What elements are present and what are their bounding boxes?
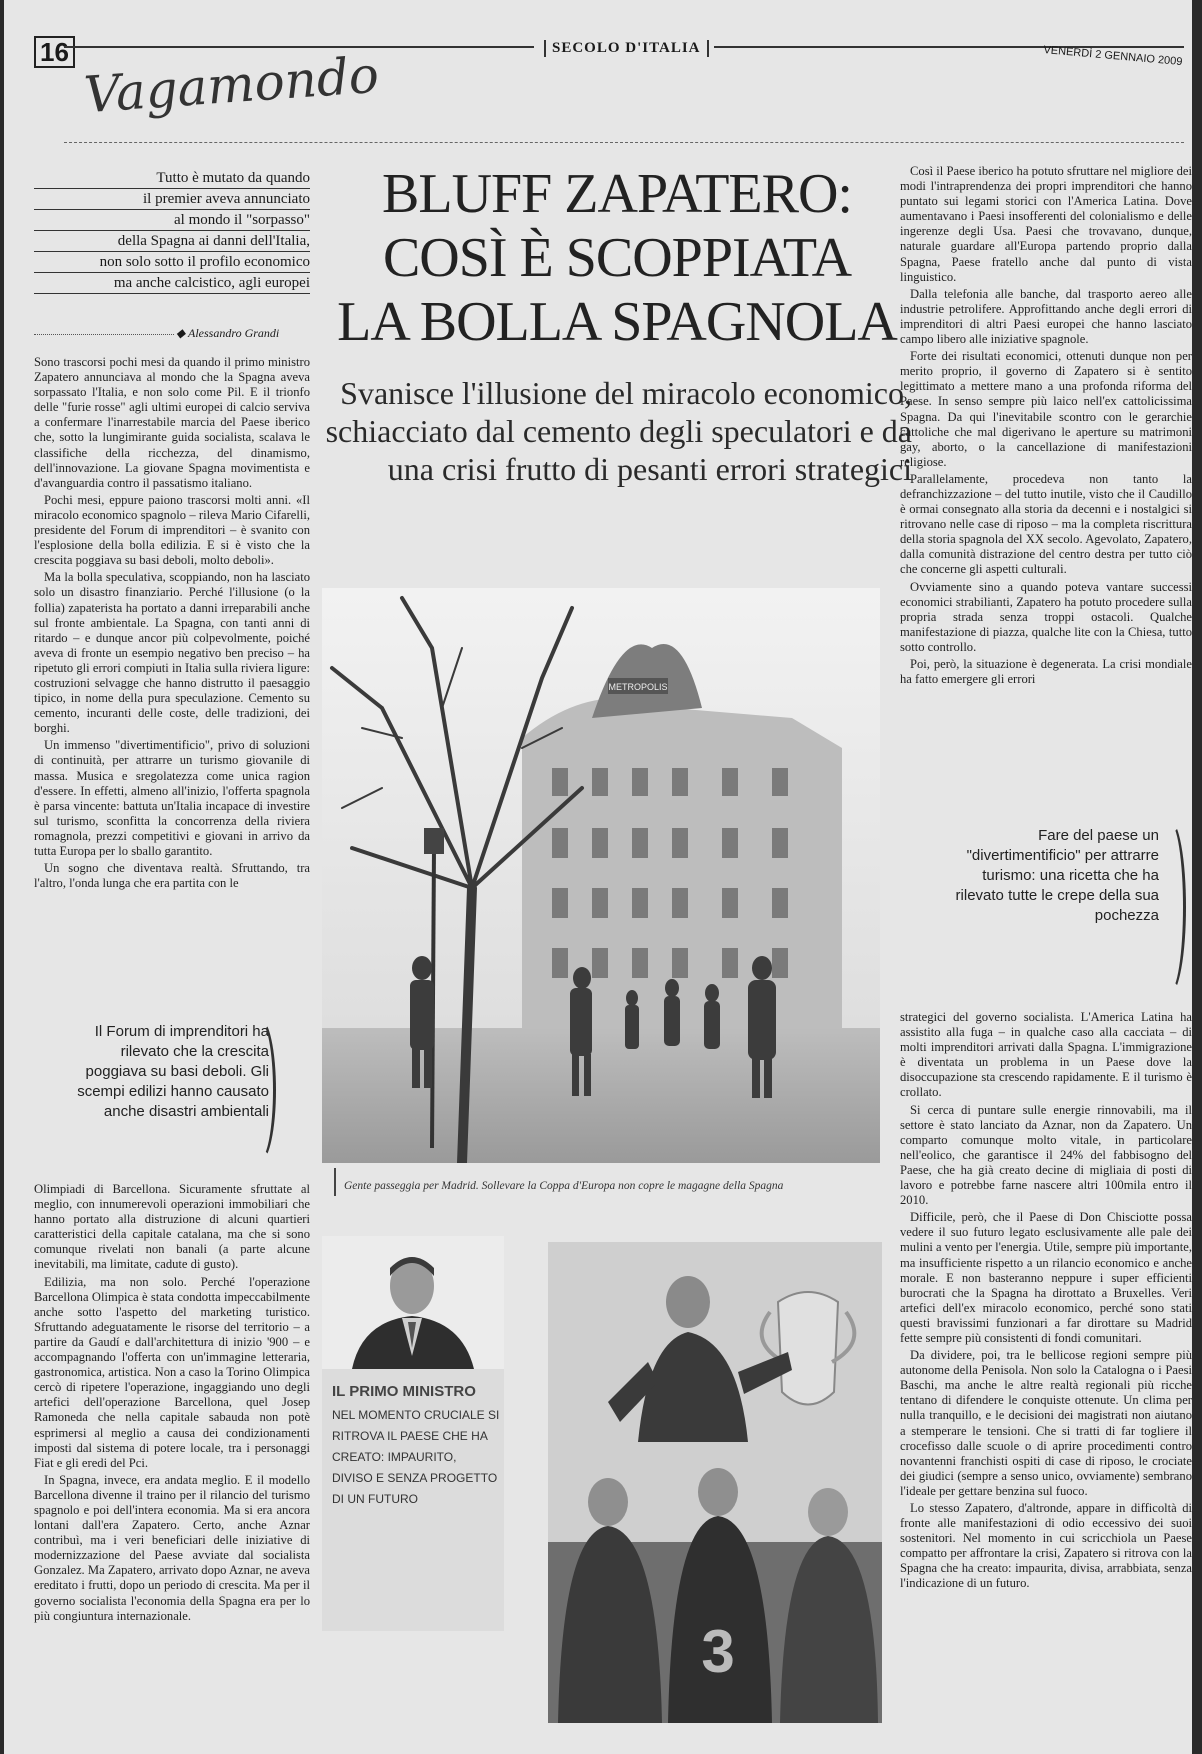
- paragraph: Un sogno che diventava realtà. Sfruttando, tra l'altro, l'onda lunga che era partita con le: [34, 861, 310, 891]
- minister-box: [322, 1369, 504, 1631]
- paragraph: Difficile, però, che il Paese di Don Chisciotte possa vedere il suo futuro legato esclusivamente alle pale dei mulini a vento per l'energia. Utile, sempre più importante, ma insufficiente rispetto a un rilancio economico e anche morale. E non basteranno neppure i super efficienti burocrati che la Spagna ha dirottato a Bruxelles. Veri artefici dell'ex miracolo economico, perché sono stati questi bravissimi funzionari a far dirottare su Madrid fette sempre più consistenti di fondi comunitari.: [900, 1210, 1192, 1345]
- byline: ◆ Alessandro Grandi: [176, 326, 280, 340]
- football-celebration-illustration: [548, 1242, 882, 1723]
- byline-author: Alessandro Grandi: [188, 326, 280, 340]
- kicker-line: ma anche calcistico, agli europei: [34, 273, 310, 294]
- paragraph: Lo stesso Zapatero, d'altronde, appare in difficoltà di fronte alle manifestazioni di odio eccessivo dei suoi sostenitori. Nel momento in cui scricchiola un Paese compatto per affrontare la crisi, Zapatero si ritrova con la Spagna che ha creato: impaurita, divisa, arrabbiata, senza l'indicazione di un futuro.: [900, 1501, 1192, 1591]
- madrid-street-photo: [322, 588, 880, 1163]
- pull-quote-left: Il Forum di imprenditori ha rilevato che la crescita poggiava su basi deboli. Gli scempi edilizi hanno causato anche disastri ambientali: [77, 1023, 269, 1120]
- paragraph: strategici del governo socialista. L'America Latina ha assistito alla fuga – in qualche caso alla cacciata – di molti imprenditori arrivati dalla Spagna. L'immigrazione è diventata un problema in un Paese dove la disoccupazione sta crescendo rapidamente. E il turismo è crollato.: [900, 1010, 1192, 1100]
- headline-line: BLUFF ZAPATERO:: [382, 163, 852, 225]
- paragraph: Olimpiadi di Barcellona. Sicuramente sfruttate al meglio, con innumerevoli operazioni immobiliari che hanno portato alla distruzione di alcuni quartieri caratteristici della capitale catalana, ma che si sono comunque rivelati non banali (a parte alcune inevitabili, ma limitate, cadute di gusto).: [34, 1182, 310, 1272]
- section-rule: [64, 142, 1184, 143]
- publication-name: SECOLO D'ITALIA: [544, 40, 709, 57]
- paragraph: Poi, però, la situazione è degenerata. La crisi mondiale ha fatto emergere gli errori: [900, 657, 1192, 687]
- headline-line: LA BOLLA SPAGNOLA: [337, 291, 897, 353]
- minister-photo: [322, 1236, 504, 1369]
- byline-rule: [34, 334, 174, 335]
- subheadline: Svanisce l'illusione del miracolo economico, schiacciato dal cemento degli speculatori e da una crisi frutto di pesanti errori strategici: [325, 375, 912, 487]
- caption-rule: [334, 1168, 336, 1196]
- kicker-line: al mondo il "sorpasso": [34, 210, 310, 231]
- newspaper-page: [4, 0, 1192, 1754]
- kicker-line: Tutto è mutato da quando: [34, 168, 310, 189]
- photo-sign-text: METROPOLIS: [608, 682, 668, 692]
- pull-quote-bracket: [244, 1018, 276, 1162]
- football-celebration-photo: [548, 1242, 882, 1723]
- paragraph: Parallelamente, procedeva non tanto la defranchizzazione – del tutto inutile, visto che il Caudillo è ormai consegnato alla storia da decenni e i nostalgici si ritrovano nelle case di riposo – ma la completa riscrittura della storia spagnola del XX secolo. Agevolato, Zapatero, dalla comunità distrazione del centro destra per tutto ciò che concerne gli aspetti culturali.: [900, 471, 1192, 577]
- paragraph: Ma la bolla speculativa, scoppiando, non ha lasciato solo un disastro finanziario. Perché l'illusione (o la follia) zapaterista ha portato a danni irreparabili anche sul fronte ambientale. La Spagna, con tanti anni di ritardo – e dunque ancor più colpevolmente, poiché aveva di fronte un esempio negativo ben preciso – ha ripetuto gli errori compiuti in Italia sulla riviera ligure: costruzioni selvagge che hanno distrutto il paesaggio tipico, in nome della pura speculazione. Cemento su cemento, incuranti delle coste, delle tradizioni, dei borghi.: [34, 570, 310, 736]
- paragraph: Ovviamente sino a quando poteva vantare successi economici strabilianti, Zapatero ha potuto procedere sulla propria strada senza troppi ostacoli. Qualche manifestazione di piazza, qualche lite con la Chiesa, tutto sotto controllo.: [900, 579, 1192, 654]
- headline-line: COSÌ È SCOPPIATA: [382, 227, 852, 289]
- right-column-top: [900, 164, 1192, 820]
- right-column-bottom: [900, 1010, 1192, 1744]
- paragraph: Così il Paese iberico ha potuto sfruttare nel migliore dei modi l'intraprendenza dei propri imprenditori che hanno puntato sui legami storici con l'America Latina. Dove aumentavano i Paesi insofferenti del colonialismo e delle ingerenze degli Usa. Paesi che trovavano, dunque, naturale guardare all'Europa partendo proprio dalla Spagna, Paese fratello anche dal punto di vista linguistico.: [900, 164, 1192, 284]
- pull-quote-bracket: [1154, 820, 1186, 994]
- minister-box-text: NEL MOMENTO CRUCIALE SI RITROVA IL PAESE CHE HA CREATO: IMPAURITO, DIVISO E SENZA PROGETTO DI UN FUTURO: [332, 1408, 500, 1506]
- kicker-line: il premier aveva annunciato: [34, 189, 310, 210]
- photo-caption: Gente passeggia per Madrid. Sollevare la Coppa d'Europa non copre le magagne della Spagna: [344, 1180, 784, 1192]
- paragraph: Un immenso "divertimentificio", privo di soluzioni di continuità, per attrarre un turismo giovanile di massa. Musica e sregolatezza come unica ragion d'essere. In effetti, almeno all'inizio, l'offerta spagnola è parsa vincente: battuta un'Italia incapace di investire sul turismo, sconfitta la concorrenza della riviera romagnola, prezzi competitivi e giovani in arrivo da tutta Europa per lo sballo garantito.: [34, 738, 310, 858]
- madrid-street-illustration: [322, 588, 880, 1163]
- jersey-number: 3: [701, 1618, 735, 1685]
- kicker-box: [34, 168, 310, 294]
- headline: [322, 162, 912, 354]
- zapatero-portrait: [322, 1236, 504, 1369]
- left-column-bottom: [34, 1182, 310, 1702]
- pull-quote-right: Fare del paese un "divertimentificio" per attrarre turismo: una ricetta che ha rilevato tutte le crepe della sua pochezza: [955, 827, 1159, 924]
- paragraph: Forte dei risultati economici, ottenuti dunque non per merito proprio, il governo di Zapatero si è sentito legittimato a mettere mano a una profonda riforma del Paese. In senso sempre più laico nell'ex cattolicissima Spagna. Da qui l'inevitabile scontro con le gerarchie cattoliche che mal digerivano le aperture su matrimoni gay, aborto, o la cancellazione di manifestazioni religiose.: [900, 349, 1192, 469]
- kicker-line: della Spagna ai danni dell'Italia,: [34, 231, 310, 252]
- issue-date: VENERDÌ 2 GENNAIO 2009: [1042, 44, 1183, 69]
- kicker-line: non solo sotto il profilo economico: [34, 252, 310, 273]
- section-title: Vagamondo: [82, 45, 381, 125]
- header-rule-right: [714, 46, 1184, 48]
- paragraph: Sono trascorsi pochi mesi da quando il primo ministro Zapatero annunciava al mondo che la Spagna aveva sorpassato l'Italia, e non solo come Pil. E il trionfo delle "furie rosse" agli ultimi europei di calcio serviva a confermare l'inarrestabile marcia del Paese iberico che, sotto la lungimirante guida socialista, scalava le classifiche della ricchezza, del dinamismo, dell'innovazione. La giovane Spagna movimentista e d'avanguardia contro il passatismo italiano.: [34, 355, 310, 490]
- paragraph: In Spagna, invece, era andata meglio. E il modello Barcellona divenne il traino per il rilancio del turismo spagnolo e poi dell'intera economia. Ma si era ancora lontani dall'era Zapatero. Certo, anche Aznar contribuì, ma i veri beneficiari delle iniziative di modernizzazione del Paese avviate dal socialista Gonzalez. Ma Zapatero, arrivato dopo Aznar, ne aveva ereditato i frutti, dopo un periodo di crescita. Ma per il governo socialista l'economia della Spagna era per lo più congiuntura internazionale.: [34, 1472, 310, 1623]
- left-column-top: [34, 355, 310, 995]
- paragraph: Dalla telefonia alle banche, dal trasporto aereo alle industrie petrolifere. Approfittando anche degli errori di imprenditori di altri Paesi europei che hanno lasciato campo libero alle iniziative spagnole.: [900, 286, 1192, 347]
- paragraph: Pochi mesi, eppure paiono trascorsi molti anni. «Il miracolo economico spagnolo – rileva Mario Cifarelli, presidente del Forum di imprenditori – è svanito con l'esplosione della bolla edilizia. E si è visto che la crescita poggiava su basi deboli, molto deboli».: [34, 492, 310, 568]
- minister-box-title: IL PRIMO MINISTRO: [332, 1383, 476, 1400]
- header-rule-left: [64, 46, 534, 48]
- paragraph: Edilizia, ma non solo. Perché l'operazione Barcellona Olimpica è stata condotta impeccabilmente anche sotto l'aspetto del marketing turistico. Sfruttando adeguatamente le risorse del territorio – a partire da Gaudí e dall'architettura di inizio '900 – e accompagnando l'offerta con un'immagine letteraria, gastronomica, artistica. Non a caso la Torino Olimpica cercò di ripetere l'operazione, ingaggiando uno degli artefici dell'operazione Barcellona, quel Josep Ramoneda che nella capitale sabauda non potè esprimersi al meglio a causa dei condizionamenti imposti dal sistema di potere locale, tra i personaggi Fiat e gli eredi del Pci.: [34, 1274, 310, 1470]
- paragraph: Si cerca di puntare sulle energie rinnovabili, ma il settore è stato lanciato da Aznar, non da Zapatero. Un comparto comunque molto vitale, in particolare nell'eolico, che garantisce il 24% del fabbisogno del Paese, che ha già creato decine di migliaia di posti di lavoro e potrebbe farne nascere altri 100mila entro il 2010.: [900, 1102, 1192, 1208]
- paragraph: Da dividere, poi, tra le bellicose regioni sempre più autonome della Penisola. Non solo la Catalogna o i Paesi Baschi, ma anche le altre realtà regionali più ricche tentano di difendere le conquiste ottenute. Un clima per nulla tranquillo, e le decisioni dei magistrati non aiutano a stemperare le tensioni. Che si tratti di far togliere il crocefisso dalle scuole o di aprire procedimenti contro novantenni franchisti ospiti di case di riposo, le crociate dei giudici (sempre a senso unico, ovviamente) sembrano l'ideale per gettare benzina sul fuoco.: [900, 1348, 1192, 1498]
- page-number: 16: [34, 36, 75, 68]
